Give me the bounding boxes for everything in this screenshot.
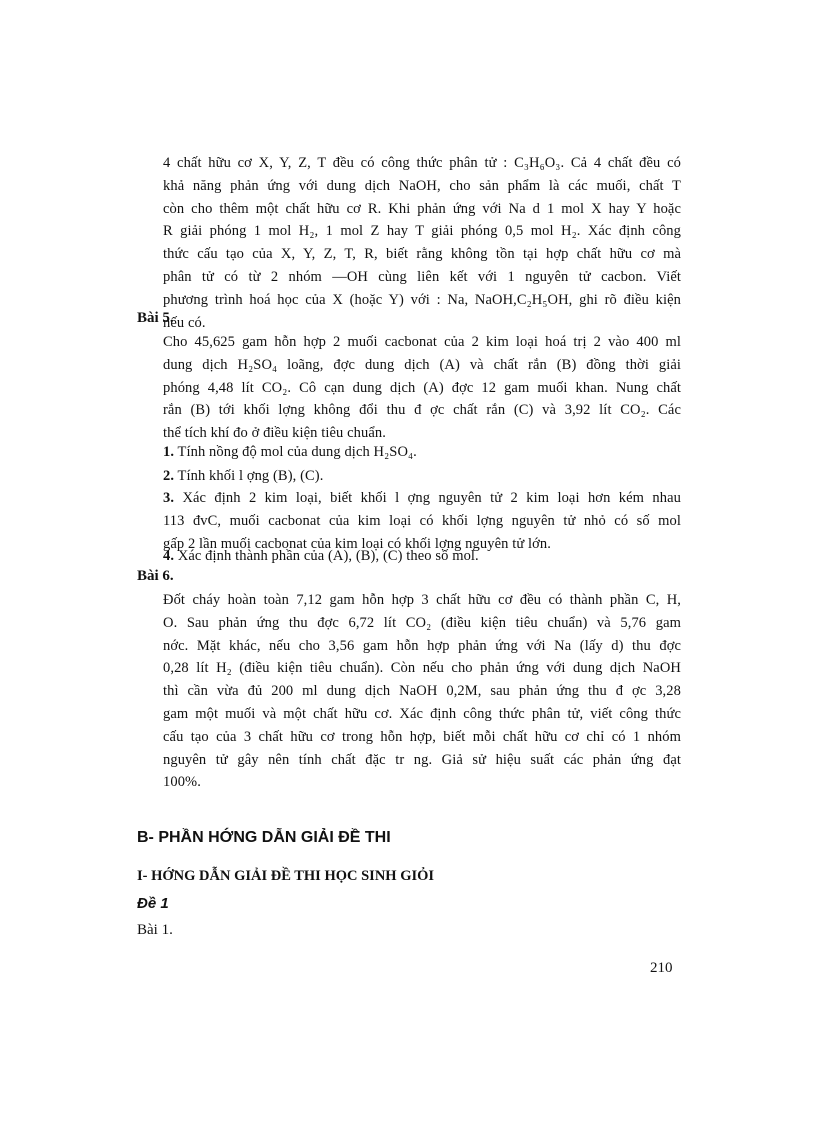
intro-line: còn cho thêm một chất hữu cơ R. Khi phản ứng với Na d 1 mol X hay Y hoặc bbox=[163, 200, 681, 217]
q3-number: 3. bbox=[163, 490, 175, 506]
q1-number: 1. bbox=[163, 444, 175, 460]
bai5-q2 bbox=[163, 465, 681, 488]
bai5-line: dung dịch H₂SO₄ loãng, đợc dung dịch (A) và chất rắn (B) đồng thời giải bbox=[163, 356, 681, 373]
q1-text: Tính nồng độ mol của dung dịch H₂SO₄. bbox=[177, 444, 417, 460]
bai5-line: Cho 45,625 gam hỗn hợp 2 muối cacbonat của 2 kim loại hoá trị 2 vào 400 ml bbox=[163, 334, 681, 350]
bai5-line: thể tích khí đo ở điều kiện tiêu chuẩn. bbox=[163, 425, 386, 442]
intro-line: phương trình hoá học của X (hoặc Y) với : Na, NaOH,C₂H₅OH, ghi rõ điều kiện bbox=[163, 291, 681, 308]
q3-text: Xác định 2 kim loại, biết khối l ợng nguyên tử 2 kim loại hơn kém nhau bbox=[182, 490, 681, 506]
bai5-title: Bài 5. bbox=[137, 310, 174, 326]
bai6-title: Bài 6. bbox=[137, 568, 174, 584]
q2-number: 2. bbox=[163, 468, 175, 484]
bai6-paragraph bbox=[163, 589, 681, 794]
q4-text: Xác định thành phần của (A), (B), (C) theo số mol. bbox=[177, 548, 479, 564]
de1-heading: Đề 1 bbox=[137, 895, 169, 912]
bai6-line: 0,28 lít H₂ (điều kiện tiêu chuẩn). Còn nếu cho phản ứng với dung dịch NaOH bbox=[163, 660, 681, 677]
bai6-line: Đốt cháy hoàn toàn 7,12 gam hỗn hợp 3 chất hữu cơ đều có thành phần C, H, bbox=[163, 592, 681, 608]
bai6-line: thì cần vừa đủ 200 ml dung dịch NaOH 0,2M, sau phản ứng thu đ ợc 3,28 bbox=[163, 683, 681, 700]
intro-line: nếu có. bbox=[163, 314, 206, 331]
q2-text: Tính khối l ợng (B), (C). bbox=[177, 468, 324, 484]
bai5-q1 bbox=[163, 441, 681, 464]
section-b-heading: B- PHẦN HỚNG DẪN GIẢI ĐỀ THI bbox=[137, 829, 391, 846]
intro-line: 4 chất hữu cơ X, Y, Z, T đều có công thức phân tử : C₃H₆O₃. Cả 4 chất đều có bbox=[163, 155, 681, 171]
bai6-line: cấu tạo của 3 chất hữu cơ trong hỗn hợp, biết mỗi chất hữu cơ chỉ có 1 nhóm bbox=[163, 728, 681, 745]
bai5-intro bbox=[163, 331, 681, 445]
bai5-line: phóng 4,48 lít CO₂. Cô cạn dung dịch (A) đợc 12 gam muối khan. Nung chất bbox=[163, 379, 681, 396]
intro-line: R giải phóng 1 mol H₂, 1 mol Z hay T giải phóng 0,5 mol H₂. Xác định công bbox=[163, 223, 681, 240]
bai6-line: nớc. Mặt khác, nếu cho 3,56 gam hỗn hợp phản ứng với Na (lấy d) thu đợc bbox=[163, 637, 681, 654]
intro-line: phân tử có từ 2 nhóm —OH cùng liên kết với 1 nguyên tử cacbon. Viết bbox=[163, 268, 681, 285]
page-number: 210 bbox=[650, 960, 673, 976]
intro-paragraph bbox=[163, 152, 681, 334]
bai5-line: rắn (B) tới khối lợng không đổi thu đ ợc chất rắn (C) và 3,92 lít CO₂. Các bbox=[163, 402, 681, 419]
bai6-line: gam một muối và một chất hữu cơ. Xác định công thức phân tử, viết công thức bbox=[163, 705, 681, 722]
section-i-heading: I- HỚNG DẪN GIẢI ĐỀ THI HỌC SINH GIỎI bbox=[137, 868, 435, 884]
bai6-line: nguyên tử gây nên tính chất đặc tr ng. Giả sử hiệu suất các phản ứng đạt bbox=[163, 751, 681, 768]
bai6-line: O. Sau phản ứng thu đợc 6,72 lít CO₂ (điều kiện tiêu chuẩn) và 5,76 gam bbox=[163, 614, 681, 631]
q4-number: 4. bbox=[163, 548, 175, 564]
bai1-title: Bài 1. bbox=[137, 922, 173, 938]
q3-line: gấp 2 lần muối cacbonat của kim loại có khối lợng nguyên tử lớn. bbox=[163, 535, 551, 552]
bai5-q4 bbox=[163, 545, 681, 568]
intro-line: khả năng phản ứng với dung dịch NaOH, cho sản phẩm là các muối, chất T bbox=[163, 177, 681, 194]
q3-line: 113 đvC, muối cacbonat của kim loại có khối lợng nguyên tử nhỏ có số mol bbox=[163, 512, 681, 529]
intro-line: thức cấu tạo của X, Y, Z, T, R, biết rằng không tồn tại hợp chất hữu cơ mà bbox=[163, 246, 681, 263]
bai6-line: 100%. bbox=[163, 774, 201, 791]
